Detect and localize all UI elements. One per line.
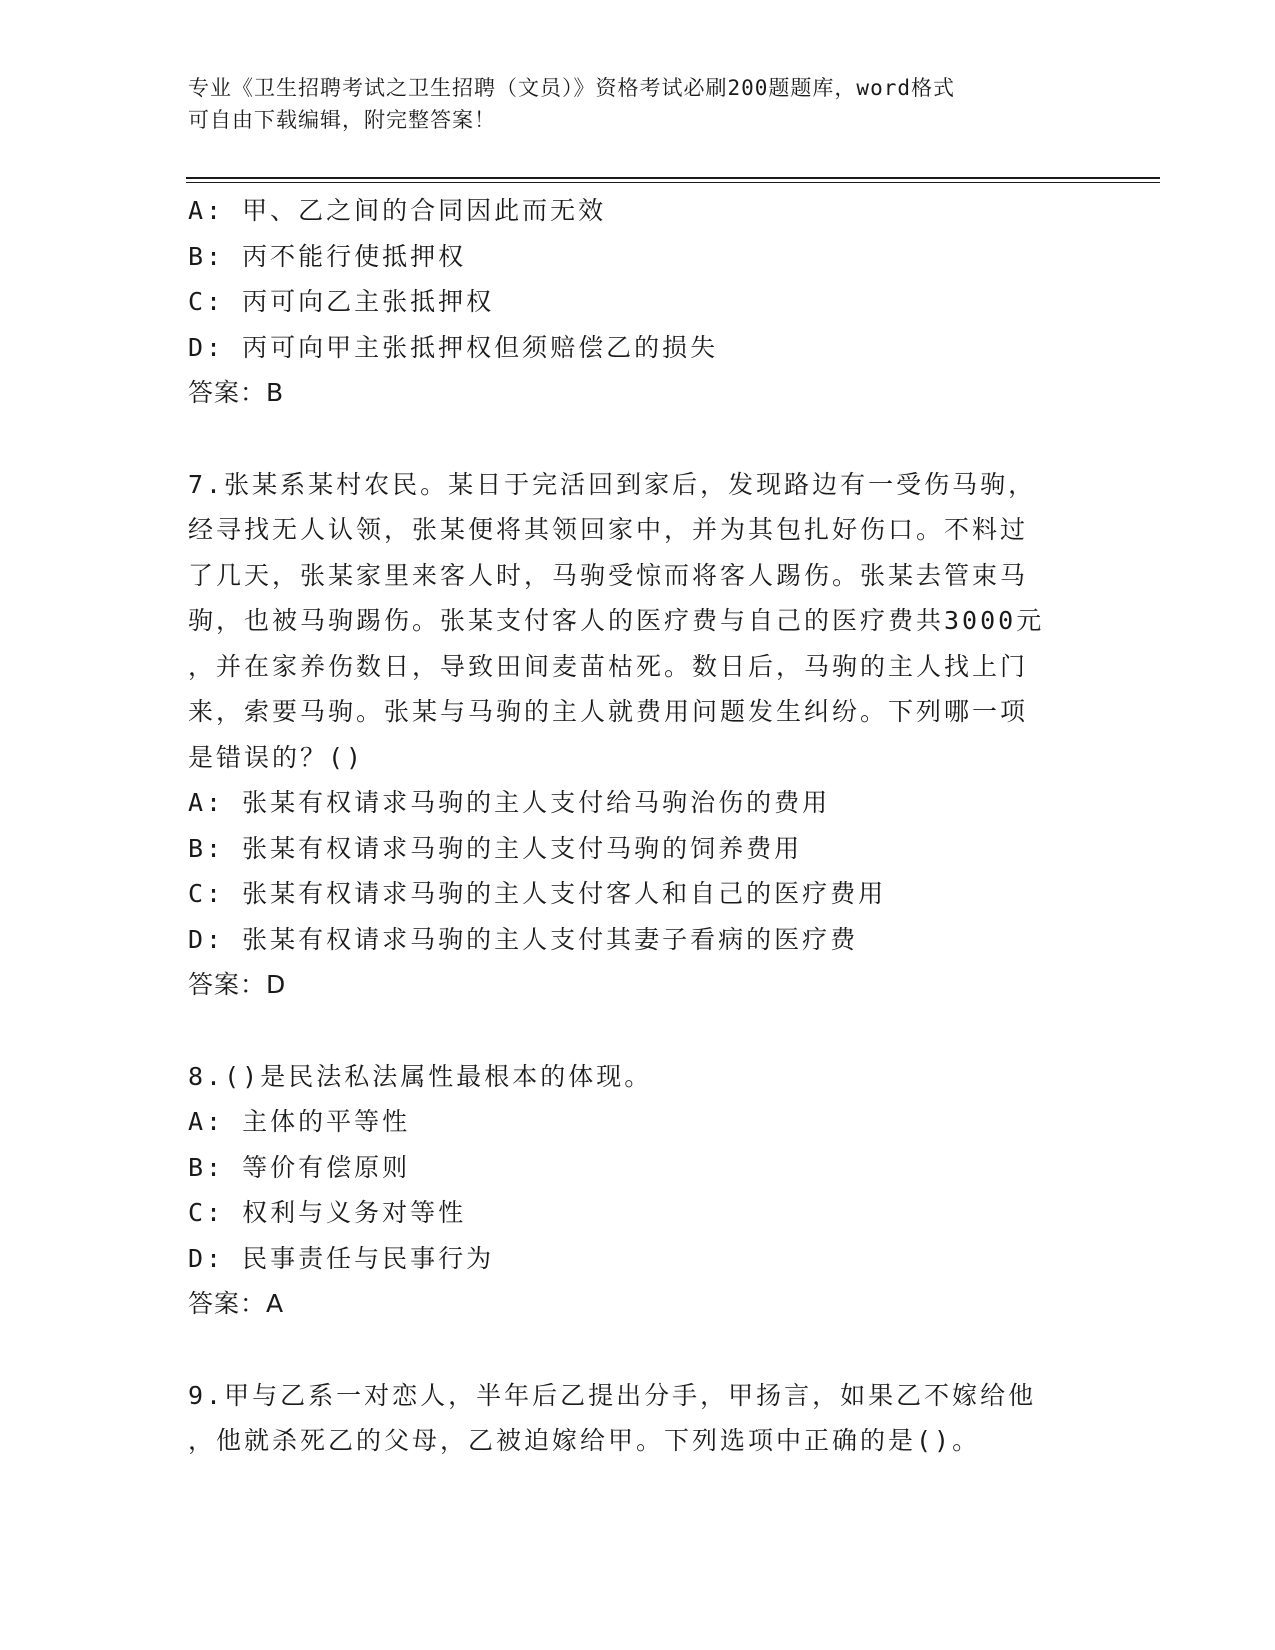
option-d: D: 丙可向甲主张抵押权但须赔偿乙的损失 — [188, 332, 719, 362]
answer: 答案：B — [188, 378, 285, 407]
question-stem-line: 是错误的？() — [188, 742, 365, 772]
document-header — [188, 72, 1078, 136]
spacer — [188, 416, 1088, 462]
question-stem-line: 了几天，张某家里来客人时，马驹受惊而将客人踢伤。张某去管束马 — [188, 560, 1029, 590]
option-d: D: 张某有权请求马驹的主人支付其妻子看病的医疗费 — [188, 924, 859, 954]
answer: 答案：D — [188, 970, 287, 999]
question-7 — [188, 462, 1088, 1008]
question-stem-line: 驹，也被马驹踢伤。张某支付客人的医疗费与自己的医疗费共3000元 — [188, 606, 1045, 635]
option-a: A: 主体的平等性 — [188, 1107, 411, 1136]
answer: 答案：A — [188, 1289, 285, 1318]
spacer — [188, 1008, 1088, 1054]
option-b: B: 张某有权请求马驹的主人支付马驹的饲养费用 — [188, 833, 803, 863]
option-d: D: 民事责任与民事行为 — [188, 1243, 495, 1273]
option-c: C: 张某有权请求马驹的主人支付客人和自己的医疗费用 — [188, 879, 887, 908]
header-line-1: 专业《卫生招聘考试之卫生招聘（文员）》资格考试必刷200题题库，word格式 — [188, 76, 955, 100]
option-a: A: 张某有权请求马驹的主人支付给马驹治伤的费用 — [188, 788, 831, 817]
question-8 — [188, 1054, 1088, 1327]
header-divider-thick — [186, 177, 1160, 179]
question-6 — [188, 188, 1088, 416]
option-b: B: 丙不能行使抵押权 — [188, 241, 467, 271]
spacer — [188, 1327, 1088, 1373]
question-9 — [188, 1373, 1088, 1464]
question-stem-line: 7.张某系某村农民。某日于完活回到家后，发现路边有一受伤马驹， — [188, 469, 1037, 499]
question-stem-line: 经寻找无人认领，张某便将其领回家中，并为其包扎好伤口。不料过 — [188, 515, 1029, 544]
question-stem-line: 来，索要马驹。张某与马驹的主人就费用问题发生纠纷。下列哪一项 — [188, 697, 1029, 726]
option-c: C: 权利与义务对等性 — [188, 1198, 467, 1227]
question-stem-line: 9.甲与乙系一对恋人，半年后乙提出分手，甲扬言，如果乙不嫁给他 — [188, 1380, 1037, 1410]
header-divider-thin — [186, 182, 1160, 183]
question-stem-line: ，他就杀死乙的父母，乙被迫嫁给甲。下列选项中正确的是()。 — [188, 1426, 981, 1455]
option-a: A: 甲、乙之间的合同因此而无效 — [188, 196, 607, 225]
question-stem-line: 8.()是民法私法属性最根本的体现。 — [188, 1061, 653, 1091]
question-stem-line: ，并在家养伤数日，导致田间麦苗枯死。数日后，马驹的主人找上门 — [188, 651, 1029, 681]
option-b: B: 等价有偿原则 — [188, 1152, 411, 1182]
option-c: C: 丙可向乙主张抵押权 — [188, 287, 495, 316]
header-line-2: 可自由下载编辑，附完整答案！ — [188, 108, 496, 132]
question-content — [188, 188, 1088, 1464]
